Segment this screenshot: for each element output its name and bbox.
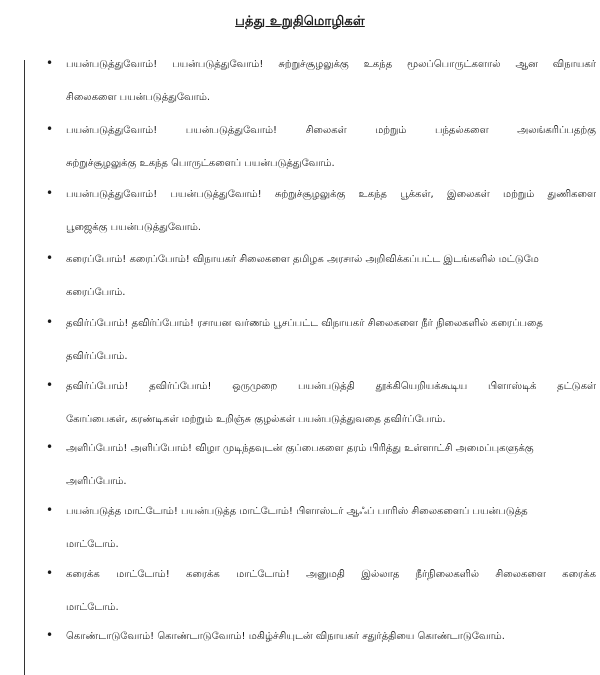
pledge-line: அளிப்போம். xyxy=(66,476,127,487)
pledge-line: பயன்படுத்துவோம்! பயன்படுத்துவோம்! சுற்றுச்சூழலுக்கு உகந்த பூக்கள், இலைகள் மற்றும் துணிகளை xyxy=(66,189,596,200)
bullet-icon: • xyxy=(46,122,54,136)
pledge-line: சிலைகளை பயன்படுத்துவோம். xyxy=(66,92,211,103)
pledge-line: கரைப்போம்! கரைப்போம்! விநாயகர் சிலைகளை தமிழக அரசால் அறிவிக்கப்பட்ட இடங்களில் மட்டுமே xyxy=(66,254,539,265)
pledge-line: பூஜைக்கு பயன்படுத்துவோம். xyxy=(66,222,202,233)
pledge-line: பயன்படுத்துவோம்! பயன்படுத்துவோம்! சிலைகள் மற்றும் பந்தல்களை அலங்கரிப்பதற்கு xyxy=(66,125,596,136)
pledge-line: கொண்டாடுவோம்! கொண்டாடுவோம்! மகிழ்ச்சியுடன் விநாயகர் சதுர்த்தியை கொண்டாடுவோம். xyxy=(66,631,505,642)
bullet-icon: • xyxy=(46,503,54,517)
pledge-line: கரைக்க மாட்டோம்! கரைக்க மாட்டோம்! அனுமதி இல்லாத நீர்நிலைகளில் சிலைகளை கரைக்க xyxy=(66,569,596,580)
bullet-icon: • xyxy=(46,251,54,265)
pledge-line: பயன்படுத்துவோம்! பயன்படுத்துவோம்! சுற்றுச்சூழலுக்கு உகந்த மூலப்பொருட்களால் ஆன விநாயகர் xyxy=(66,59,596,70)
pledge-line: தவிர்ப்போம்! தவிர்ப்போம்! ஒருமுறை பயன்படுத்தி தூக்கியெறியக்கூடிய பிளாஸ்டிக் தட்டுகள் xyxy=(66,381,596,392)
pledge-line: மாட்டோம். xyxy=(66,539,119,550)
pledge-line: அளிப்போம்! அளிப்போம்! விழா முடிந்தவுடன் குப்பைகளை தரம் பிரித்து உள்ளாட்சி அமைப்புகளுக்கு xyxy=(66,443,534,454)
pledge-line: தவிர்ப்போம். xyxy=(66,351,128,362)
bullet-icon: • xyxy=(46,440,54,454)
document-title: பத்து உறுதிமொழிகள் xyxy=(235,14,365,29)
pledge-line: சுற்றுச்சூழலுக்கு உகந்த பொருட்களைப் பயன்படுத்துவோம். xyxy=(66,158,335,169)
bullet-icon: • xyxy=(46,186,54,200)
bullet-icon: • xyxy=(46,56,54,70)
pledge-line: தவிர்ப்போம்! தவிர்ப்போம்! ரசாயன வர்ணம் பூசப்பட்ட விநாயகர் சிலைகளை நீர் நிலைகளில் கரைப்பதை xyxy=(66,318,543,329)
bullet-icon: • xyxy=(46,378,54,392)
bullet-icon: • xyxy=(46,315,54,329)
left-margin-rule xyxy=(24,60,25,675)
pledge-line: பயன்படுத்த மாட்டோம்! பயன்படுத்த மாட்டோம்! பிளாஸ்டர் ஆஃப் பாரிஸ் சிலைகளைப் பயன்படுத்த xyxy=(66,506,528,517)
bullet-icon: • xyxy=(46,628,54,642)
bullet-icon: • xyxy=(46,566,54,580)
pledge-line: மாட்டோம். xyxy=(66,602,119,613)
pledge-line: கரைப்போம். xyxy=(66,287,126,298)
pledge-line: கோப்பைகள், கரண்டிகள் மற்றும் உறிஞ்சு குழல்கள் பயன்படுத்துவதை தவிர்ப்போம். xyxy=(66,414,446,425)
